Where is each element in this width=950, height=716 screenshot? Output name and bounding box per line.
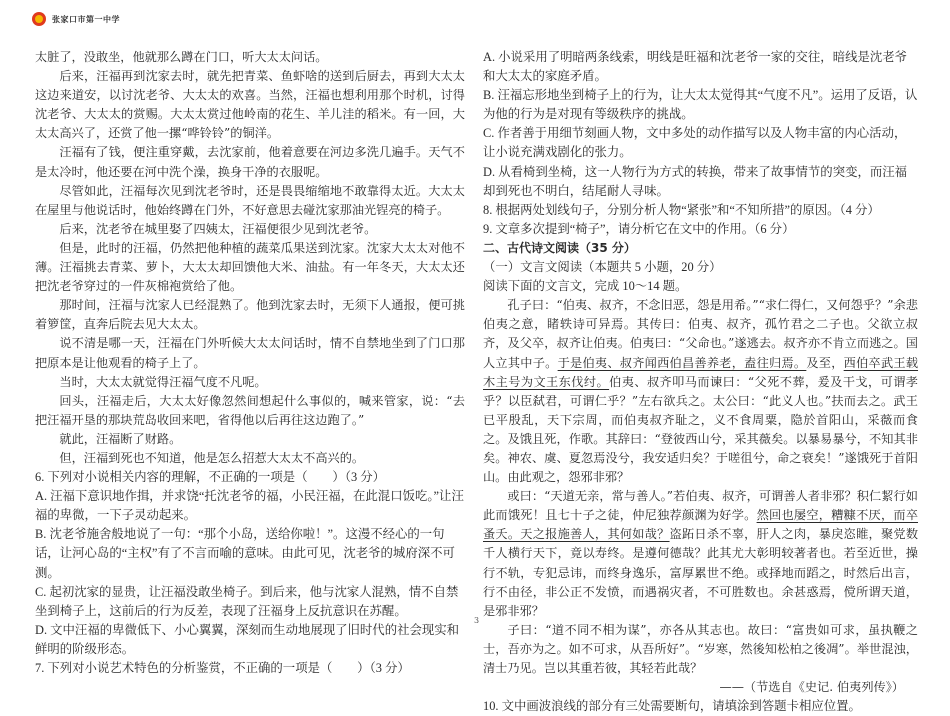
story-paragraph: 后来，汪福再到沈家去时，就先把青菜、鱼虾啥的送到后厨去，再到大太太这边来道安，以讨沈老爷、大太太的欢喜。当然，汪福也想利用那个时机，讨得沈老爷、大太太的赏赐。大太太赏过他岭南的花生、羊儿洼的稻米。有一回，大太太高兴了，还赏了他一摞“哗铃铃”的铜洋。	[35, 69, 465, 141]
classical-text: 或曰：“天道无亲，常与善人。”若伯夷、叔齐，可谓善人者非邪？积仁絜行如此而饿死！且七十子之徒，仲尼独荐颜渊为好学。	[483, 489, 918, 523]
page-header	[32, 12, 120, 26]
underlined-sentence-2: 然回也屡空，糟糠不厌，而卒蚤夭。天之报施善人，其何如哉？	[483, 508, 919, 542]
wavy-line-sentence: 西伯卒武王载木主号为文王东伐纣。	[483, 355, 919, 389]
question-6-stem: 6. 下列对小说相关内容的理解，不正确的一项是（ ）（3 分）	[35, 470, 386, 485]
question-7-stem: 7. 下列对小说艺术特色的分析鉴赏，不正确的一项是（ ）（3 分）	[35, 661, 410, 675]
school-logo-icon	[32, 12, 46, 26]
left-column	[35, 48, 465, 678]
page-number: 3	[474, 616, 480, 625]
classical-text: 孔子曰：“伯夷、叔齐，不念旧恶，怨是用希。”“求仁得仁，又何怨乎？”余悲伯夷之意，睹轶诗可异焉。其传曰：伯夷、叔齐，孤竹君之二子也。父欲立叔齐，及父卒，叔齐让伯夷。伯夷曰：“父命也。”遂逃去。叔齐亦不肯立而逃之。国人立其中子。	[483, 298, 918, 370]
question-6-option-b: B. 沈老爷施舍般地说了一句：“那个小岛，送给你啦！”。这漫不经心的一句话，让河心岛的“主权”有了不言而喻的意味。由此可见，沈老爷的城府深不可测。	[35, 527, 455, 580]
question-7-option-a: A. 小说采用了明暗两条线索，明线是旺福和沈老爷一家的交往，暗线是沈老爷和大太太的家庭矛盾。	[483, 50, 908, 84]
question-6-option-c: C. 起初沈家的显贵，让汪福没敢坐椅子。到后来，他与沈家人混熟，情不自禁坐到椅子上，这前后的行为反差，表现了汪福身上反抗意识在苏醒。	[35, 584, 459, 618]
question-8: 8. 根据两处划线句子，分别分析人物“紧张”和“不知所措”的原因。（4 分）	[483, 202, 880, 217]
classical-text: 盗跖日杀不辜，肝人之肉，暴戾恣睢，聚党数千人横行天下，竟以寿终。是遵何德哉？此其尤大彰明较著者也。若至近世，操行不轨，专犯忌讳，而终身逸乐，富厚累世不绝。或择地而蹈之，时然后出言，行不由径，非公正不发愤，而遇祸灾者，不可胜数也。余甚惑焉，傥所谓天道，是邪非邪？	[483, 527, 919, 618]
right-column	[483, 48, 918, 716]
story-paragraph: 但是，此时的汪福，仍然把他种植的蔬菜瓜果送到沈家。沈家大太太对他不薄。汪福挑去青菜、萝卜，大太太却回馈他大米、油盐。有一年冬天，大太太还把沈老爷穿过的一件灰棉袍赏给了他。	[35, 240, 465, 294]
source-citation: ——（节选自《史记. 伯夷列传》）	[719, 680, 904, 695]
classical-paragraph-1	[483, 296, 918, 487]
reading-instruction: 阅读下面的文言文，完成 10～14 题。	[483, 279, 688, 294]
question-9: 9. 文章多次提到“椅子”，请分析它在文中的作用。（6 分）	[483, 221, 795, 236]
question-6-option-a: A. 汪福下意识地作揖，并求饶“托沈老爷的福，小民汪福，在此混口饭吃。”让汪福的卑微，一下子灵动起来。	[35, 489, 464, 523]
classical-text: 及至，	[806, 355, 844, 370]
section-2-title: 二、古代诗文阅读（35 分）	[483, 240, 636, 255]
question-10: 10. 文中画波浪线的部分有三处需要断句，请填涂到答题卡相应位置。	[483, 699, 861, 714]
school-name: 张家口市第一中学	[52, 13, 120, 24]
question-7-option-b: B. 汪福忘形地坐到椅子上的行为，让大太太觉得其“气度不凡”。运用了反语，认为他的行为是对现有等级秩序的挑战。	[483, 88, 918, 122]
classical-paragraph-3: 子曰：“道不同不相为谋”，亦各从其志也。故曰：“富贵如可求，虽执鞭之士，吾亦为之。如不可求，从吾所好”。“岁寒，然後知松柏之後凋”。举世混浊，清士乃见。岂以其重若彼，其轻若此哉？	[483, 622, 918, 675]
question-6-option-d: D. 文中汪福的卑微低下、小心翼翼，深刻而生动地展现了旧时代的社会现实和鲜明的阶级形态。	[35, 622, 460, 656]
story-paragraph: 就此，汪福断了财路。	[59, 431, 182, 446]
story-paragraph: 回头，汪福走后，大太太好像忽然间想起什么事似的，喊来管家，说：“去把汪福开垦的那块荒岛收回来吧，省得他以后再往这边跑了。”	[35, 393, 465, 427]
story-paragraph: 那时间，汪福与沈家人已经混熟了。他到沈家去时，无须下人通报，便可挑着箩筐，直奔后院去见大太太。	[35, 298, 465, 332]
story-paragraph: 但，汪福到死也不知道，他是怎么招惹大太太不高兴的。	[59, 450, 365, 465]
subsection-1-title: （一）文言文阅读（本题共 5 小题，20 分）	[483, 260, 722, 275]
question-7-option-d: D. 从看椅到坐椅，这一人物行为方式的转换，带来了故事情节的突变，而汪福却到死也不明白，结尾耐人寻味。	[483, 164, 908, 198]
story-paragraph: 汪福有了钱，便注重穿戴，去沈家前，他着意要在河边多洗几遍手。天气不是太冷时，他还要在河中洗个澡，换身干净的衣服呢。	[35, 145, 465, 179]
question-7-option-c: C. 作者善于用细节刻画人物，文中多处的动作描写以及人物丰富的内心活动，让小说充满戏剧化的张力。	[483, 126, 907, 160]
story-paragraph: 尽管如此，汪福每次见到沈老爷时，还是畏畏缩缩地不敢靠得太近。大太太在屋里与他说话时，他始终蹲在门外，不好意思去碰沈家那油光锃亮的椅子。	[35, 183, 465, 217]
story-paragraph: 当时，大太太就觉得汪福气度不凡呢。	[59, 374, 267, 389]
story-paragraph: 说不清是哪一天，汪福在门外听候大太太问话时，情不自禁地坐到了门口那把原本是让他观看的椅子上了。	[35, 336, 465, 370]
underlined-sentence-1: 于是伯夷、叔齐闻西伯昌善养老，盍往归焉。	[557, 355, 807, 370]
story-paragraph: 太脏了，没敢坐，他就那么蹲在门口，听大太太问话。	[35, 50, 328, 64]
classical-text: 伯夷、叔齐叩马而谏曰：“父死不葬，爰及干戈，可谓孝乎？以臣弑君，可谓仁乎？”左右欲兵之。太公曰：“此义人也。”扶而去之。武王已平殷乱，天下宗周，而伯夷叔齐耻之，义不食周粟，隐於首阳山，采薇而食之。及饿且死，作歌。其辞曰：“登彼西山兮，采其薇矣。以暴易暴兮，不知其非矣。神农、虞、夏忽焉没兮，我安适归矣？于嗟徂兮，命之衰矣！”遂饿死于首阳山。由此观之，怨邪非邪？	[483, 374, 918, 485]
story-paragraph: 后来，沈老爷在城里娶了四姨太，汪福便很少见到沈老爷。	[59, 221, 377, 236]
classical-paragraph-2	[483, 487, 918, 621]
